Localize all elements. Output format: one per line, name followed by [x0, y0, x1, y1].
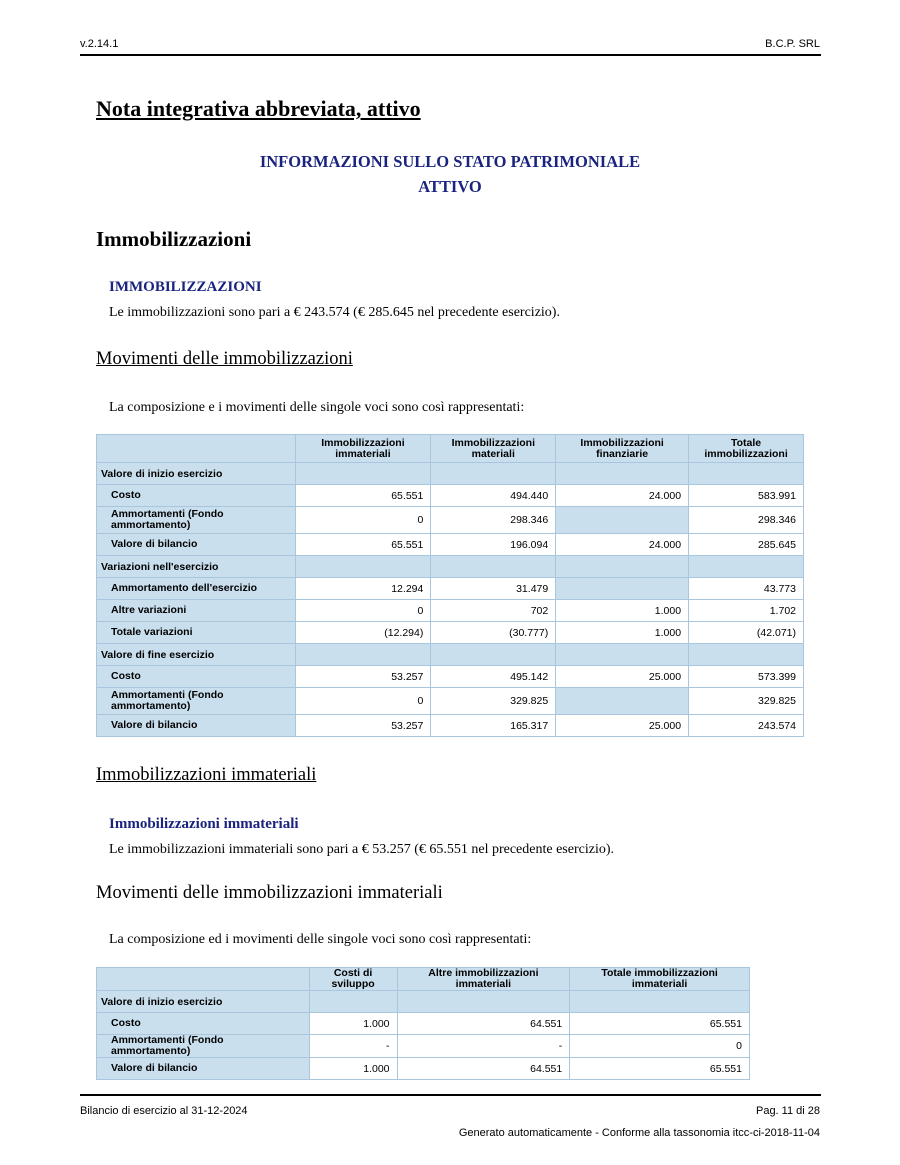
header-version: v.2.14.1 — [80, 38, 119, 50]
section-label: Valore di fine esercizio — [97, 644, 296, 666]
cell-value: 1.000 — [556, 622, 689, 644]
row-label: Valore di bilancio — [97, 715, 296, 737]
cell-value: (12.294) — [295, 622, 431, 644]
header-rule — [80, 54, 821, 56]
table-header-cell: Costi di sviluppo — [309, 968, 397, 991]
row-label: Ammortamenti (Fondo ammortamento) — [97, 507, 296, 534]
table-row — [97, 1013, 750, 1035]
table-row — [97, 666, 804, 688]
cell-value: 583.991 — [689, 485, 804, 507]
table-row — [97, 578, 804, 600]
cell-value: 0 — [570, 1035, 750, 1058]
table-header-cell — [97, 968, 310, 991]
cell-value: 702 — [431, 600, 556, 622]
cell-value: 0 — [295, 600, 431, 622]
table-row — [97, 485, 804, 507]
footer-generated-note: Generato automaticamente - Conforme alla tassonomia itcc-ci-2018-11-04 — [458, 1127, 820, 1139]
cell-value: (42.071) — [689, 622, 804, 644]
table-header-cell: Immobilizzazioni finanziarie — [556, 435, 689, 463]
cell-value: 1.000 — [309, 1013, 397, 1035]
cell-empty — [556, 688, 689, 715]
movimenti-table — [96, 434, 804, 737]
cell-value: 25.000 — [556, 666, 689, 688]
table-header-cell — [97, 435, 296, 463]
table-header-cell: Immobilizzazioni materiali — [431, 435, 556, 463]
table-row — [97, 600, 804, 622]
cell-value: 285.645 — [689, 534, 804, 556]
cell-value: 65.551 — [570, 1058, 750, 1080]
table-row — [97, 715, 804, 737]
table-section-row — [97, 463, 804, 485]
section-heading-immateriali: Immobilizzazioni immateriali — [96, 765, 317, 785]
cell-value: 329.825 — [689, 688, 804, 715]
section-label: Variazioni nell'esercizio — [97, 556, 296, 578]
movimenti-intro: La composizione e i movimenti delle singole voci sono così rappresentati: — [109, 400, 525, 415]
cell-value: - — [397, 1035, 570, 1058]
cell-value: 298.346 — [431, 507, 556, 534]
table-header-cell: Totale immobilizzazioni — [689, 435, 804, 463]
header-company: B.C.P. SRL — [765, 38, 820, 50]
table-header-cell: Immobilizzazioni immateriali — [295, 435, 431, 463]
cell-value: 298.346 — [689, 507, 804, 534]
cell-value: 1.702 — [689, 600, 804, 622]
immobilizzazioni-text: Le immobilizzazioni sono pari a € 243.574 (€ 285.645 nel precedente esercizio). — [109, 305, 560, 320]
footer-rule — [80, 1094, 821, 1096]
cell-value: 494.440 — [431, 485, 556, 507]
table-row — [97, 1058, 750, 1080]
sub-heading-immateriali: Immobilizzazioni immateriali — [109, 816, 299, 832]
cell-empty — [556, 578, 689, 600]
cell-value: 243.574 — [689, 715, 804, 737]
cell-value: (30.777) — [431, 622, 556, 644]
cell-value: 65.551 — [570, 1013, 750, 1035]
row-label: Valore di bilancio — [97, 534, 296, 556]
immateriali-table — [96, 967, 750, 1080]
section-label: Valore di inizio esercizio — [97, 991, 310, 1013]
table-header-row — [97, 435, 804, 463]
page-title: Nota integrativa abbreviata, attivo — [96, 96, 421, 121]
cell-value: 24.000 — [556, 485, 689, 507]
row-label: Costo — [97, 1013, 310, 1035]
row-label: Costo — [97, 485, 296, 507]
cell-value: 64.551 — [397, 1013, 570, 1035]
cell-value: 31.479 — [431, 578, 556, 600]
cell-value: 495.142 — [431, 666, 556, 688]
cell-value: 43.773 — [689, 578, 804, 600]
table-header-cell: Altre immobilizzazioni immateriali — [397, 968, 570, 991]
row-label: Totale variazioni — [97, 622, 296, 644]
cell-value: 329.825 — [431, 688, 556, 715]
row-label: Ammortamenti (Fondo ammortamento) — [97, 688, 296, 715]
table-row — [97, 688, 804, 715]
table-section-row — [97, 991, 750, 1013]
cell-value: 64.551 — [397, 1058, 570, 1080]
footer-page-number: Pag. 11 di 28 — [755, 1105, 820, 1117]
table-row — [97, 1035, 750, 1058]
immateriali-text: Le immobilizzazioni immateriali sono pari a € 53.257 (€ 65.551 nel precedente esercizio). — [109, 842, 614, 857]
cell-value: 65.551 — [295, 485, 431, 507]
cell-value: - — [309, 1035, 397, 1058]
info-heading-line2: ATTIVO — [418, 177, 482, 196]
table-row — [97, 622, 804, 644]
footer-document-label: Bilancio di esercizio al 31-12-2024 — [80, 1105, 248, 1117]
row-label: Valore di bilancio — [97, 1058, 310, 1080]
cell-value: 1.000 — [309, 1058, 397, 1080]
table-header-row — [97, 968, 750, 991]
cell-value: 0 — [295, 507, 431, 534]
cell-value: 1.000 — [556, 600, 689, 622]
section-label: Valore di inizio esercizio — [97, 463, 296, 485]
cell-value: 12.294 — [295, 578, 431, 600]
cell-empty — [556, 507, 689, 534]
cell-value: 25.000 — [556, 715, 689, 737]
movimenti-heading: Movimenti delle immobilizzazioni — [96, 349, 353, 369]
row-label: Ammortamento dell'esercizio — [97, 578, 296, 600]
row-label: Costo — [97, 666, 296, 688]
cell-value: 573.399 — [689, 666, 804, 688]
movimenti-immateriali-intro: La composizione ed i movimenti delle singole voci sono così rappresentati: — [109, 932, 532, 947]
cell-value: 0 — [295, 688, 431, 715]
cell-value: 196.094 — [431, 534, 556, 556]
table-row — [97, 507, 804, 534]
sub-heading-immobilizzazioni: IMMOBILIZZAZIONI — [109, 279, 262, 295]
cell-value: 53.257 — [295, 715, 431, 737]
movimenti-immateriali-heading: Movimenti delle immobilizzazioni immateriali — [96, 883, 443, 903]
table-row — [97, 534, 804, 556]
row-label: Ammortamenti (Fondo ammortamento) — [97, 1035, 310, 1058]
info-heading-line1: INFORMAZIONI SULLO STATO PATRIMONIALE — [259, 152, 641, 171]
row-label: Altre variazioni — [97, 600, 296, 622]
table-section-row — [97, 556, 804, 578]
cell-value: 65.551 — [295, 534, 431, 556]
cell-value: 165.317 — [431, 715, 556, 737]
table-section-row — [97, 644, 804, 666]
cell-value: 53.257 — [295, 666, 431, 688]
section-heading-immobilizzazioni: Immobilizzazioni — [96, 227, 252, 251]
cell-value: 24.000 — [556, 534, 689, 556]
table-header-cell: Totale immobilizzazioni immateriali — [570, 968, 750, 991]
